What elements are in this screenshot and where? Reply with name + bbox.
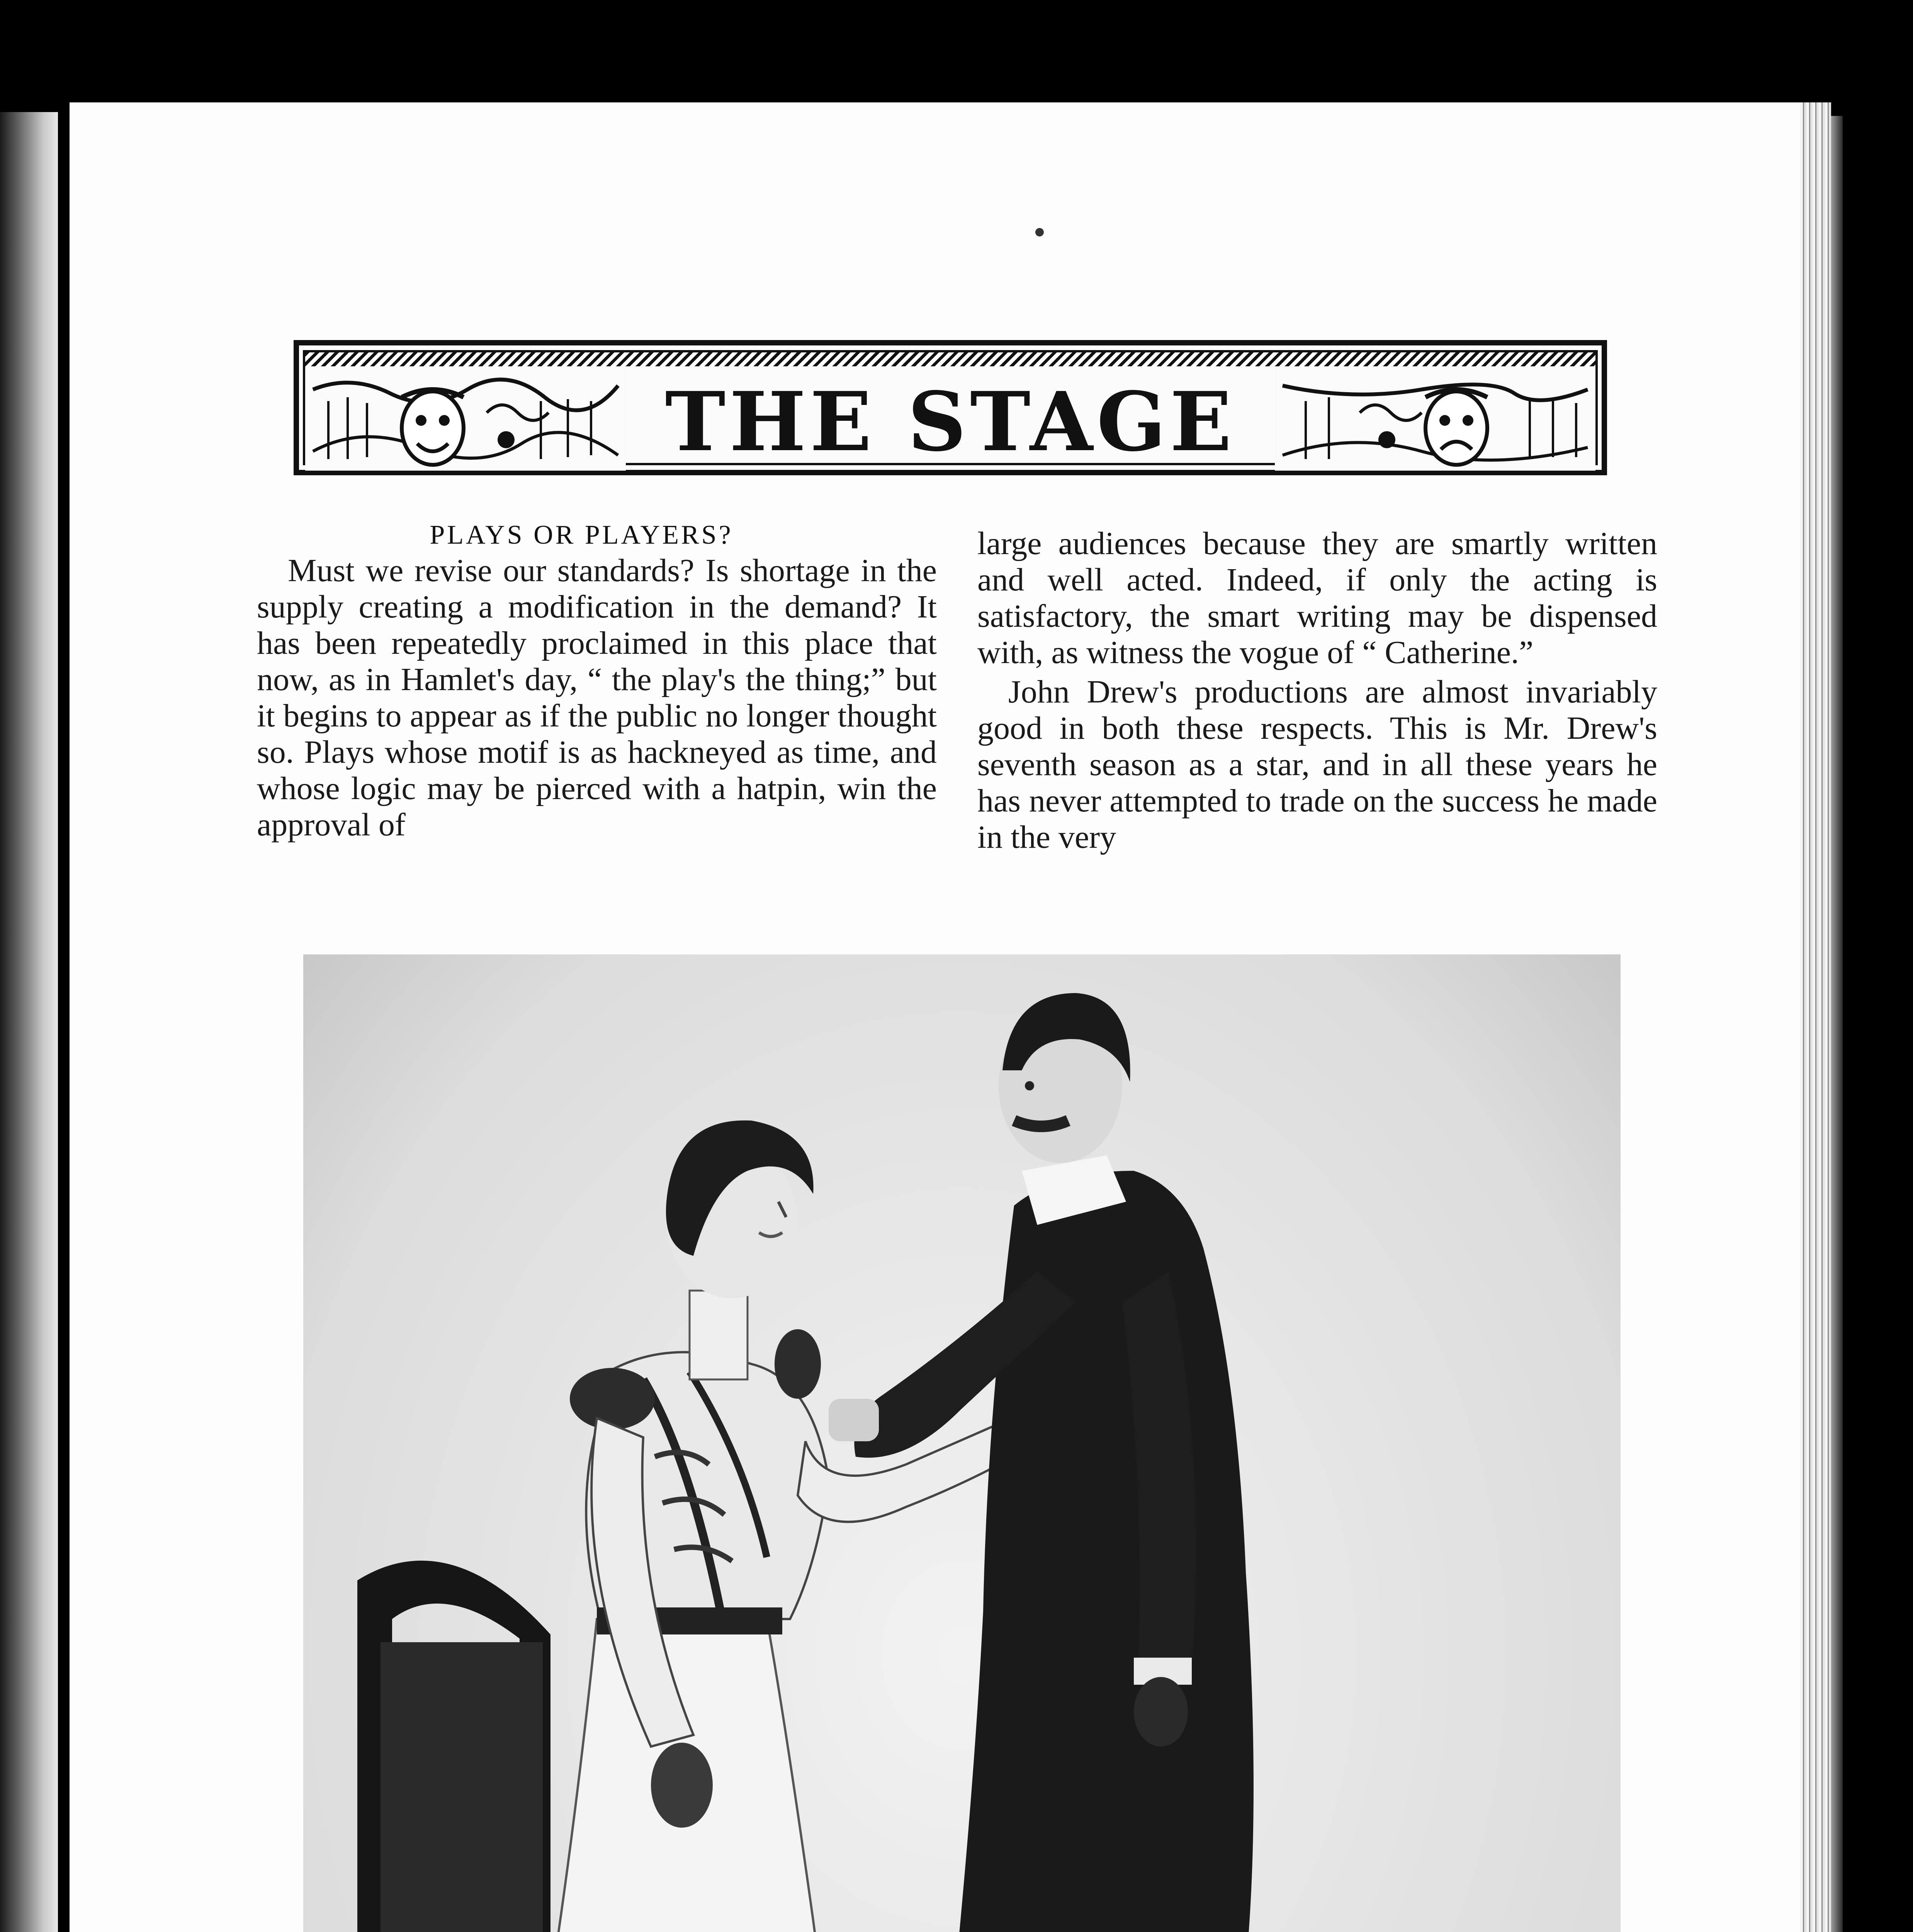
facing-page-edge xyxy=(0,112,58,1932)
photograph-illustration xyxy=(303,954,1621,1932)
left-paragraph: Must we revise our standards? Is shortage in the supply creating a modification in the demand? It has been repeatedly proclaimed in this place that now, as in Hamlet's day, “ the play's the thing;” but it begins to appear as if the public no longer thought so. Plays whose motif is as hackneyed as time, and whose logic may be pierced with a hatpin, win the approval of xyxy=(257,553,937,843)
stage-banner xyxy=(294,340,1607,475)
page-stack-edge xyxy=(1800,102,1831,1932)
section-heading: PLAYS OR PLAYERS? xyxy=(430,520,733,550)
banner-title: THE STAGE xyxy=(665,374,1236,469)
page-speck xyxy=(1035,228,1044,236)
banner-frame xyxy=(303,350,1598,469)
left-column xyxy=(257,553,937,843)
theatre-mask-ornament-left xyxy=(305,366,626,471)
right-paragraph-2: John Drew's productions are almost invariably good in both these respects. This is Mr. Drew's seventh season as a star, and in all these years he has never attempted to trade on the success he made in the very xyxy=(977,674,1657,855)
banner-pattern xyxy=(305,352,1595,366)
right-paragraph-1: large audiences because they are smartly written and well acted. Indeed, if only the acting is satisfactory, the smart writing may be dispensed with, as witness the vogue of “ Catherine.” xyxy=(977,526,1657,670)
right-column xyxy=(977,526,1657,855)
binding-shadow xyxy=(1831,116,1843,1932)
theatre-mask-ornament-right xyxy=(1275,366,1595,471)
stage-photograph xyxy=(303,954,1621,1932)
